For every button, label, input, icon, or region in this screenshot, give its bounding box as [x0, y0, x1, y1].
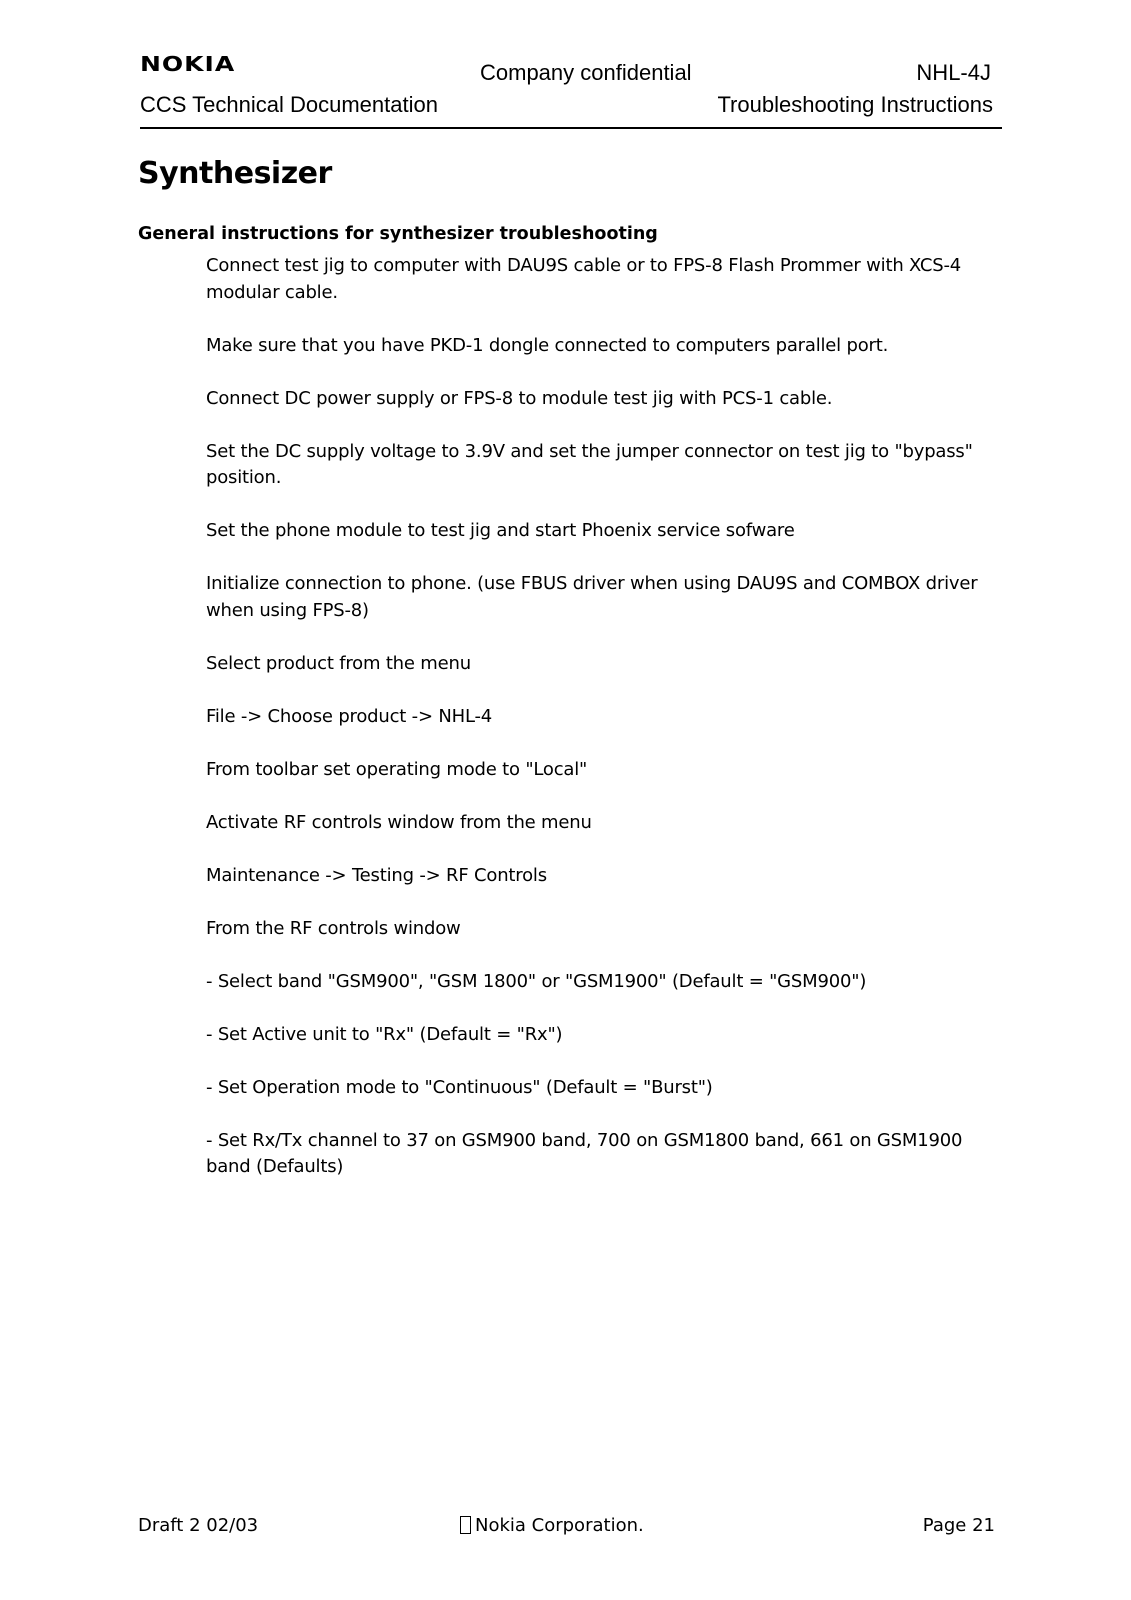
instruction-paragraph: - Set Operation mode to "Continuous" (Default = "Burst") [206, 1076, 713, 1098]
confidentiality-label: Company confidential [480, 60, 692, 85]
instruction-paragraph: Make sure that you have PKD-1 dongle connected to computers parallel port. [206, 334, 889, 356]
document-series: CCS Technical Documentation [140, 92, 438, 117]
instruction-paragraph: Set the DC supply voltage to 3.9V and set the jumper connector on test jig to "bypass" position. [206, 440, 973, 488]
page-number: Page 21 [922, 1515, 995, 1536]
instruction-paragraph: Maintenance -> Testing -> RF Controls [206, 864, 547, 886]
copyright-notice [460, 1513, 644, 1539]
nokia-logo: NOKIA [140, 52, 236, 76]
instruction-paragraph: File -> Choose product -> NHL-4 [206, 705, 493, 727]
instruction-paragraph: Connect test jig to computer with DAU9S cable or to FPS-8 Flash Prommer with XCS-4 modular cable. [206, 255, 962, 303]
page-title: Synthesizer [138, 156, 332, 191]
instruction-paragraph: - Set Rx/Tx channel to 37 on GSM900 band, 700 on GSM1800 band, 661 on GSM1900 band (Defaults) [206, 1129, 963, 1177]
instruction-paragraph: Set the phone module to test jig and start Phoenix service sofware [206, 520, 795, 541]
instruction-paragraph: Connect DC power supply or FPS-8 to module test jig with PCS-1 cable. [206, 387, 833, 409]
copyright-text: Nokia Corporation. [475, 1515, 644, 1536]
draft-label: Draft 2 02/03 [138, 1515, 259, 1536]
header-divider [140, 127, 1002, 129]
instruction-paragraph: - Select band "GSM900", "GSM 1800" or "GSM1900" (Default = "GSM900") [206, 970, 867, 992]
instruction-paragraph: From toolbar set operating mode to "Local" [206, 758, 588, 780]
instruction-paragraph: - Set Active unit to "Rx" (Default = "Rx") [206, 1023, 563, 1045]
copyright-symbol-icon [460, 1516, 471, 1534]
instruction-paragraph: From the RF controls window [206, 917, 461, 939]
document-section: Troubleshooting Instructions [717, 92, 993, 117]
instruction-paragraph: Activate RF controls window from the menu [206, 811, 592, 833]
instruction-paragraph: Initialize connection to phone. (use FBUS driver when using DAU9S and COMBOX driver when using FPS-8) [206, 573, 978, 621]
instruction-paragraph: Select product from the menu [206, 652, 471, 674]
model-number: NHL-4J [916, 60, 991, 85]
instruction-list [206, 253, 1006, 1207]
section-heading: General instructions for synthesizer troubleshooting [138, 224, 658, 244]
